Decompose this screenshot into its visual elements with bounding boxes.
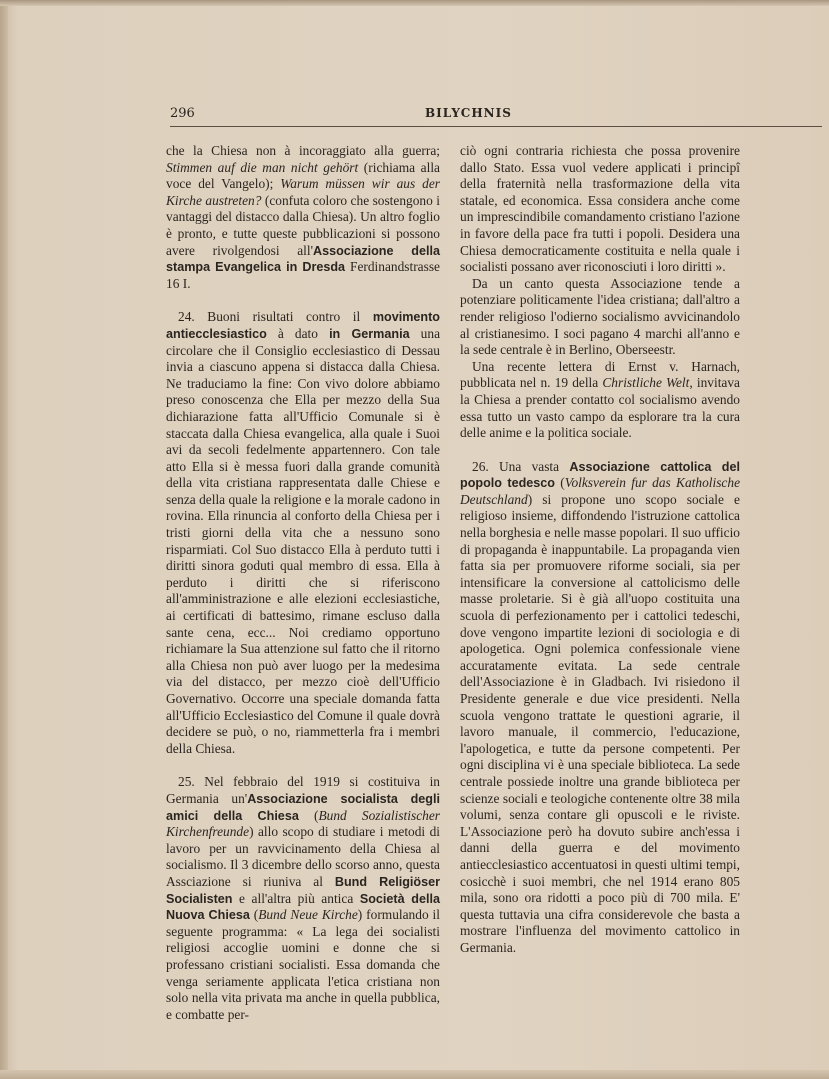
page-header <box>170 106 826 126</box>
paragraph-continuation-right: ciò ogni contraria richiesta che possa provenire dallo Stato. Essa vuol vedere applicati i principî della fraternità nella trasformazione della vita statale, ed economica. Essa considera anche come un imprescindibile comandamento cristiano l'azione in favore della pace fra tutti i popoli. Desidera una Chiesa democraticamente costituita e nella quale i socialisti possano aver riconosciuti i loro diritti ». <box>460 143 740 275</box>
paragraph-harnach: Una recente lettera di Ernst v. Harnach, pubblicata nel n. 19 della Christliche Welt, invitava la Chiesa a prender contatto col socialismo avendo essa tutto un vasto campo da esplorare tra la cura delle anime e la politica sociale. <box>460 358 740 441</box>
paragraph-24: 24. Buoni risultati contro il movimento antiecclesiastico à dato in Germania una circolare che il Consiglio ecclesiastico di Dessau invia a ciascuno appena si distacca dalla Chiesa. Ne traduciamo la fine: Con vivo dolore abbiamo preso conoscenza che Ella per mezzo della Sua dichiarazione fatta all'Ufficio Comunale si è staccata dalla Chiesa evangelica, alla quale i Suoi avi da secoli fedelmente appartennero. Con tale atto Ella si è messa fuori dalla grande comunità della vita cristiana rappresentata dalle Chiese e senza della quale la religione e la morale cadono in rovina. Ella rinuncia al conforto della Chiesa per i tristi giorni della vita che a nessuno sono risparmiati. Col Suo distacco Ella à perduto tutti i diritti sinora goduti qual membro di essa. Ella à perduto i diritti che si riferiscono all'amministrazione e alle elezioni ecclesiastiche, ai certificati di battesimo, rimane escluso dalla sante cena, ecc... Noi crediamo opportuno richiamare la Sua attenzione sul fatto che il ritorno alla Chiesa non può aver luogo per la medesima via del distacco, per mezzo cioè dell'Ufficio Governativo. Occorre una speciale domanda fatta all'Ufficio Ecclesiastico del Comune il quale dovrà decidere se può, o no, riammetterla fra i membri della Chiesa. <box>166 309 441 756</box>
paragraph-canto: Da un canto questa Associazione tende a potenziare politicamente l'idea cristiana; dall'altro a render religioso l'odierno socialismo avvicinandolo al cristianesimo. I soci pagano 4 marchi all'anno e la sede centrale è in Berlino, Oberseestr. <box>460 275 740 358</box>
page-left-edge <box>0 0 8 1079</box>
page-top-edge <box>0 0 829 6</box>
left-column <box>166 143 440 1023</box>
paragraph-26: 26. Una vasta Associazione cattolica del popolo tedesco (Volksverein fur das Katholische Deutschland) si propone uno scopo sociale e religioso insieme, diffondendo l'istruzione cattolica nella borghesia e nelle masse popolari. Il suo ufficio di propaganda è inappuntabile. La propaganda vien fatta sia per promuovere riforme sociali, sia per intensificare la conversione al cattolicismo delle masse proletarie. Si è già all'uopo costituita una scuola di perfezionamento per i cattolici tedeschi, dove vengono impartite lezioni di sociologia e di apologetica. Ogni polemica confessionale viene accuratamente evitata. La sede centrale dell'Associazione è in Gladbach. Ivi risiedono il Presidente generale e due vice presidenti. Nella scuola vengono trattate le questioni agrarie, il lavoro manuale, il commercio, l'educazione, l'apologetica, e tutte da persone competenti. Per ogni disciplina vi è una speciale biblioteca. La sede centrale possiede inoltre una grande biblioteca per scienze sociali e teologiche contenente oltre 38 mila volumi, senza contare gli opuscoli e le riviste. L'Associazione però ha dovuto subire anch'essa i danni della guerra e del movimento antiecclesiastico accentuatosi in questi ultimi tempi, cosicchè i suoi membri, che nel 1914 erano 805 mila, sono ora ridotti a poco più di 700 mila. E' questa tuttavia una cifra considerevole che basta a mostrare l'influenza del movimento cattolico in Germania. <box>460 458 741 955</box>
header-rule <box>170 126 822 127</box>
paragraph-continuation: che la Chiesa non à incoraggiato alla guerra; Stimmen auf die man nicht gehört (richiama alla voce del Vangelo); Warum müssen wir aus der Kirche austreten? (confuta coloro che sostengono i vantaggi del distacco dalla Chiesa). Un altro foglio è pronto, e tutte queste pubblicazioni si possono avere rivolgendosi all'Associazione della stampa Evangelica in Dresda Ferdinandstrasse 16 I. <box>166 143 441 291</box>
page-number: 296 <box>170 106 195 121</box>
running-title: BILYCHNIS <box>425 106 512 120</box>
paragraph-25: 25. Nel febbraio del 1919 si costituiva in Germania un'Associazione socialista degli amici della Chiesa (Bund Sozialistischer Kirchenfreunde) allo scopo di studiare i metodi di lavoro per un ravvicinamento della Chiesa al socialismo. Il 3 dicembre dello scorso anno, questa Assciazione si riuniva al Bund Religiöser Socialisten e all'altra più antica Società della Nuova Chiesa (Bund Neue Kirche) formulando il seguente programma: « La lega dei socialisti religiosi accoglie uomini e donne che si professano cristiani socialisti. Essa domanda che venga seriamente applicata l'etica cristiana non solo nella vita privata ma anche in quella pubblica, e combatte per- <box>166 774 441 1022</box>
page-bottom-edge <box>0 1070 829 1079</box>
right-column <box>460 143 740 957</box>
